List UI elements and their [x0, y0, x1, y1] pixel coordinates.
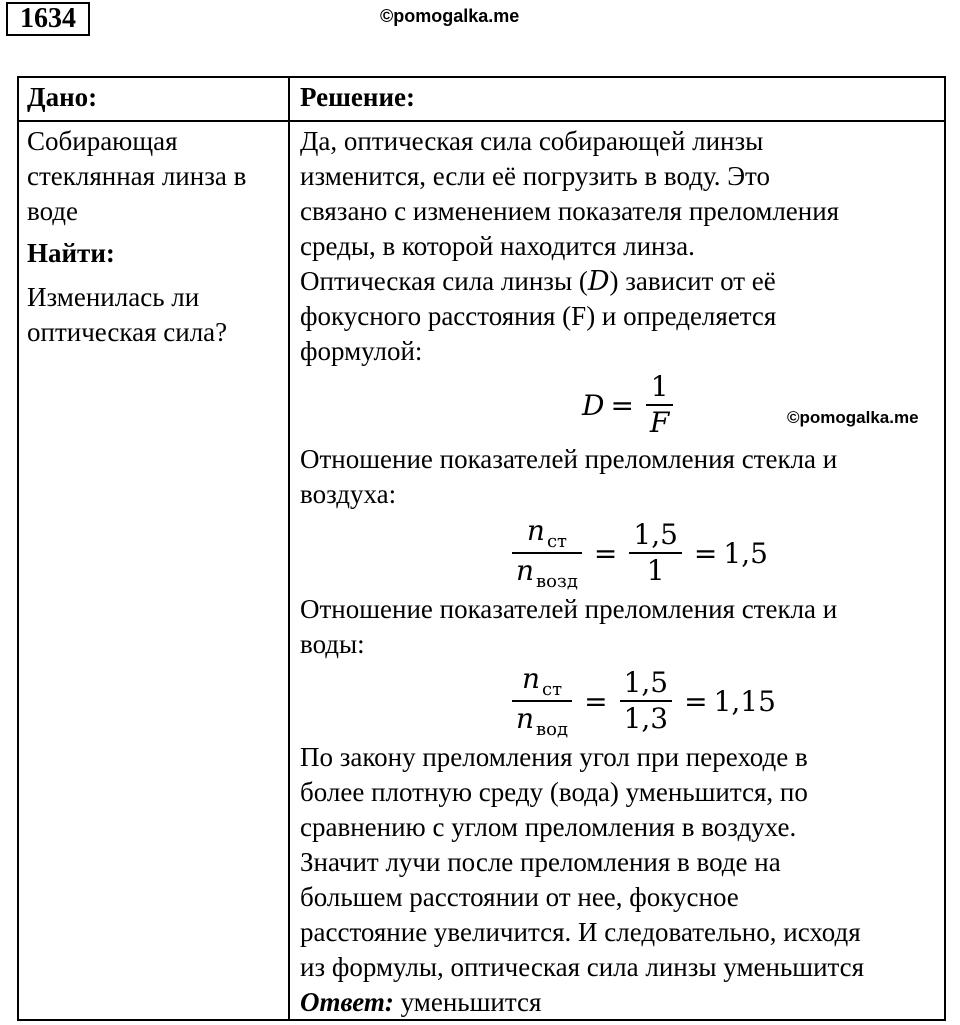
formula3-numerator	[518, 662, 566, 700]
formula3-denominator	[512, 702, 572, 740]
find-line-1: Изменилась ли	[27, 282, 200, 312]
solution-p5-line-7: из формулы, оптическая сила линзы уменьшится	[300, 952, 865, 982]
formula2-result: 1,5	[723, 536, 768, 570]
watermark-middle: ©pomogalka.me	[787, 408, 919, 427]
formula3-right-fraction	[620, 666, 673, 736]
formula2-num-sub: ст	[546, 531, 567, 552]
given-heading: Дано:	[27, 82, 98, 112]
solution-p5-line-1: По закону преломления угол при переходе в	[300, 742, 808, 772]
solution-p5-line-4: Значит лучи после преломления в воде на	[300, 847, 781, 877]
solution-p5-line-5: большем расстоянии от нее, фокусное	[300, 882, 739, 912]
p2-var-d: D	[587, 266, 610, 297]
solution-p1-line-2: изменится, если её погрузить в воду. Это	[300, 161, 770, 191]
formula3-eq2: =	[684, 684, 708, 718]
formula2-frac-den: 1	[646, 554, 665, 587]
p2-text-b: ) зависит от её	[609, 266, 776, 296]
formula2-right-fraction	[629, 518, 682, 588]
find-line-2: оптическая сила?	[27, 317, 228, 347]
task-number: 1634	[6, 2, 90, 36]
solution-p2-line-1	[300, 264, 776, 299]
formula2-numerator	[523, 514, 571, 552]
given-line-1: Собирающая	[27, 126, 178, 156]
answer-label: Ответ:	[300, 987, 394, 1017]
formula2-left-fraction	[512, 514, 582, 592]
solution-p2-line-2: фокусного расстояния (F) и определяется	[300, 301, 777, 331]
formula-glass-air-ratio	[506, 514, 768, 592]
formula3-num-var: n	[522, 662, 541, 695]
formula2-denominator	[512, 554, 582, 592]
answer-value: уменьшится	[400, 987, 542, 1017]
formula1-eq: =	[610, 388, 634, 422]
solution-p4-line-1: Отношение показателей преломления стекла и	[300, 594, 838, 624]
solution-p2-line-3: формулой:	[300, 336, 423, 366]
solution-p1-line-3: связано с изменением показателя преломления	[300, 196, 840, 226]
formula1-lhs: D	[582, 388, 605, 422]
formula2-den-var: n	[516, 554, 535, 587]
solution-heading: Решение:	[300, 82, 415, 112]
formula2-eq2: =	[693, 536, 718, 570]
solution-p5-line-2: более плотную среду (вода) уменьшится, по	[300, 777, 808, 807]
formula2-eq1: =	[593, 536, 618, 570]
given-line-2: стеклянная линза в	[27, 161, 247, 191]
formula3-den-var: n	[516, 702, 535, 735]
watermark-top: ©pomogalka.me	[380, 6, 520, 26]
formula3-den-sub: вод	[536, 719, 569, 740]
formula1-fraction	[646, 370, 673, 440]
solution-p5-line-6: расстояние увеличится. И следовательно, исходя	[300, 917, 861, 947]
header-divider	[17, 120, 946, 122]
answer-line	[300, 985, 541, 1020]
solution-p1-line-1: Да, оптическая сила собирающей линзы	[300, 126, 764, 156]
formula1-numerator: 1	[650, 370, 669, 403]
formula-optical-power	[582, 370, 679, 440]
column-divider	[288, 76, 290, 1021]
given-line-3: воде	[27, 196, 79, 226]
solution-p1-line-4: среды, в которой находится линза.	[300, 231, 695, 261]
solution-p3-line-1: Отношение показателей преломления стекла и	[300, 444, 838, 474]
solution-p4-line-2: воды:	[300, 629, 365, 659]
formula1-denominator: F	[649, 406, 670, 439]
solution-p3-line-2: воздуха:	[300, 479, 397, 509]
find-heading: Найти:	[27, 238, 115, 268]
formula-glass-water-ratio	[506, 662, 776, 740]
solution-p5-line-3: сравнению с углом преломления в воздухе.	[300, 812, 797, 842]
formula3-result: 1,15	[713, 684, 776, 718]
formula3-frac-num: 1,5	[623, 666, 669, 699]
formula2-den-sub: возд	[536, 571, 578, 592]
formula3-num-sub: ст	[542, 679, 563, 700]
formula3-left-fraction	[512, 662, 572, 740]
formula2-frac-num: 1,5	[633, 518, 678, 551]
formula2-num-var: n	[526, 514, 545, 547]
formula3-eq1: =	[584, 684, 608, 718]
p2-text-a: Оптическая сила линзы (	[300, 266, 588, 296]
formula3-frac-den: 1,3	[623, 702, 669, 735]
